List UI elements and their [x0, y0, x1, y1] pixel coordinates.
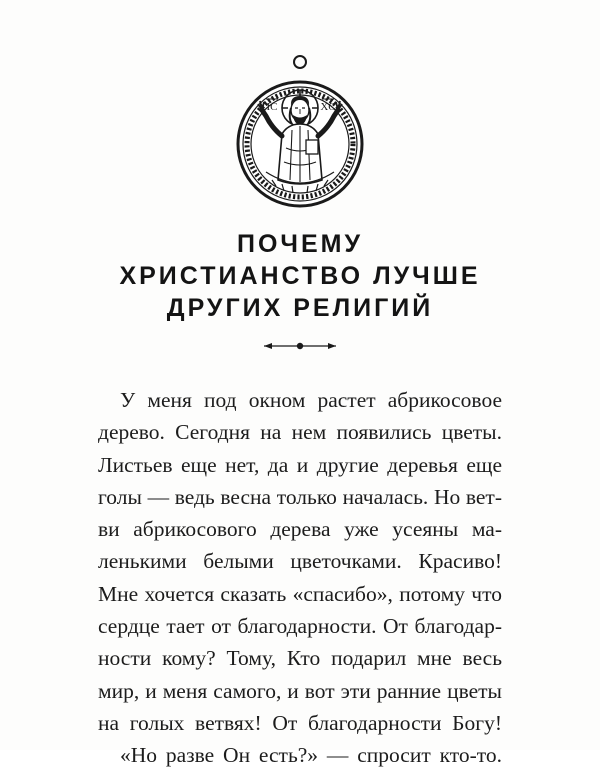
chapter-title: [0, 228, 600, 324]
body-line: на голых ветвях! От благодарности Богу!: [98, 710, 502, 735]
body-line: ви абрикосового дерева уже усеяны ма-: [98, 517, 502, 542]
body-line: дерево. Сегодня на нем появились цветы.: [98, 420, 502, 445]
body-line: Листьев еще нет, да и другие деревья еще: [98, 452, 502, 477]
body-line: ности кому? Тому, Кто подарил мне весь: [98, 646, 502, 671]
left-inscription: IC: [266, 101, 278, 113]
right-inscription: XC: [320, 101, 336, 113]
body-line: голы — ведь весна только началась. Но вет-: [98, 484, 502, 509]
body-line: мир, и меня самого, и вот эти ранние цветы: [98, 678, 502, 703]
body-text: [98, 384, 502, 772]
body-line: У меня под окном растет абрикосовое: [120, 388, 502, 412]
body-line: Мне хочется сказать «спасибо», потому что: [98, 581, 502, 606]
divider-ornament-icon: [262, 340, 338, 352]
body-line: сердце тает от благодарности. От благодар-: [98, 614, 502, 639]
chapter-title-line-2: ХРИСТИАНСТВО ЛУЧШЕ: [119, 262, 481, 290]
body-line: «Но разве Он есть?» — спросит кто-то.: [120, 743, 502, 768]
christ-pantocrator-icon: [236, 52, 364, 220]
body-line: ленькими белыми цветочками. Красиво!: [98, 549, 502, 574]
chapter-title-line-1: ПОЧЕМУ: [236, 230, 364, 258]
chapter-title-line-3: ДРУГИХ РЕЛИГИЙ: [166, 294, 434, 322]
